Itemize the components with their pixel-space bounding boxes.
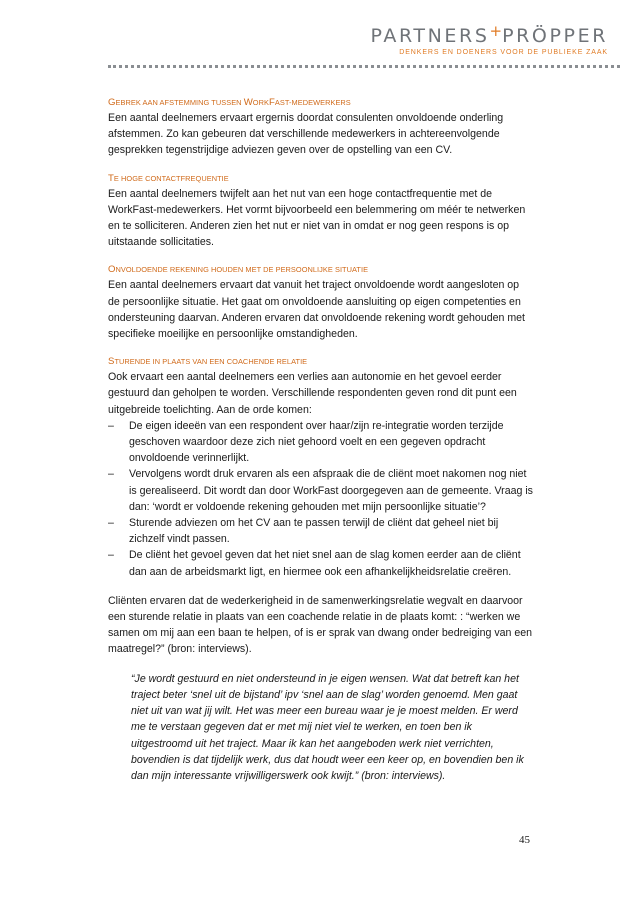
interview-quote: “Je wordt gestuurd en niet ondersteund in je eigen wensen. Wat dat betreft kan het traject beter ‘snel uit de bijstand’ ipv ‘snel aan de slag’ worden genoemd. Men gaat niet uit van wat jij wilt. Het was meer een bureau waar je je moest melden. Er werd me te verstaan gegeven dat er met mij niet viel te werken, en toen ben ik uitgestroomd uit het traject. Maar ik kan het aangeboden werk niet verrichten, bovendien is dat tijdelijk werk, dus dat houdt weer een keer op, en bovendien ben ik dan mijn interessante vrijwilligerswerk ook kwijt.” (bron: interviews). — [131, 672, 524, 782]
list-item: – De cliënt het gevoel geven dat het niet snel aan de slag komen eerder aan de cliënt dan aan de arbeidsmarkt ligt, en hiermee ook een afhankelijkheidsrelatie creëren. — [108, 549, 521, 578]
list-item: – Vervolgens wordt druk ervaren als een afspraak die de cliënt moet nakomen nog niet is gerealiseerd. Dit wordt dan door WorkFast doorgegeven aan de gemeente. Vraag is dan: ‘wordt er voldoende rekening gehouden met mijn persoonlijke situatie’? — [108, 468, 533, 513]
section-heading: STURENDE IN PLAATS VAN EEN COACHENDE RELATIE — [108, 356, 308, 368]
section-persoonlijke-situatie — [108, 263, 533, 342]
list-item: – Sturende adviezen om het CV aan te passen terwijl de cliënt dat geheel niet bij zichzelf vindt passen. — [108, 517, 499, 546]
page-number: 45 — [519, 834, 530, 846]
section-afstemming — [108, 96, 533, 159]
header-divider — [108, 65, 620, 68]
section-text: Een aantal deelnemers twijfelt aan het nut van een hoge contactfrequentie met de WorkFast-medewerkers. Het vormt bijvoorbeeld een belemmering om méér te netwerken en te solliciteren. Anderen zien het nut er niet van in omdat er nog geen respons is op uitstaande sollicitaties. — [108, 187, 526, 249]
section-heading: GEBREK AAN AFSTEMMING TUSSEN WORKFAST-MEDEWERKERS — [108, 97, 351, 108]
logo-tagline: DENKERS EN DOENERS VOOR DE PUBLIEKE ZAAK — [399, 49, 608, 56]
section-heading: TE HOGE CONTACTFREQUENTIE — [108, 172, 229, 184]
section-heading: ONVOLDOENDE REKENING HOUDEN MET DE PERSOONLIJKE SITUATIE — [108, 264, 369, 276]
page-content — [108, 96, 533, 784]
section-contactfrequentie — [108, 172, 533, 251]
logo-plus: + — [489, 22, 503, 40]
closing-paragraph: Cliënten ervaren dat de wederkerigheid in de samenwerkingsrelatie wegvalt en daarvoor een sturende relatie in plaats van een coachende relatie in de plaats komt: : “werken we samen om mij aan een baan te helpen, of is er sprak van dwang onder bedreiging van een maatregel?” (bron: interviews). — [108, 594, 533, 656]
partners-propper-logo — [348, 20, 608, 58]
bullet-list — [108, 418, 533, 580]
list-item: – De eigen ideeën van een respondent over haar/zijn re-integratie worden terzijde geschoven waardoor deze zich niet gehoord voelt en een gegeven opdracht onvoldoende verinnerlijkt. — [108, 419, 504, 465]
logo-wordmark — [348, 20, 608, 47]
section-text: Ook ervaart een aantal deelnemers een verlies aan autonomie en het gevoel eerder gestuurd dan geholpen te worden. Verschillende respondenten geven rond dit punt een uitgebreide toelichting. Aan de orde komen: — [108, 371, 517, 416]
logo-right: PRÖPPER — [502, 25, 608, 47]
logo-left: PARTNERS — [370, 25, 490, 47]
section-text: Een aantal deelnemers ervaart ergernis doordat consulenten onvoldoende onderling afstemmen. Zo kan gebeuren dat verschillende medewerkers in achtereenvolgende gesprekken tegenstrijdige adviezen geven over de opstelling van een CV. — [108, 112, 504, 157]
section-sturende-relatie — [108, 355, 533, 580]
section-text: Een aantal deelnemers ervaart dat vanuit het traject onvoldoende wordt aangesloten op de persoonlijke situatie. Het gaat om onvoldoende aansluiting op eigen competenties en ondersteuning daarvan. Anderen ervaren dat onvoldoende rekening wordt gehouden met specifieke moeilijke en persoonlijke omstandigheden. — [108, 279, 525, 341]
